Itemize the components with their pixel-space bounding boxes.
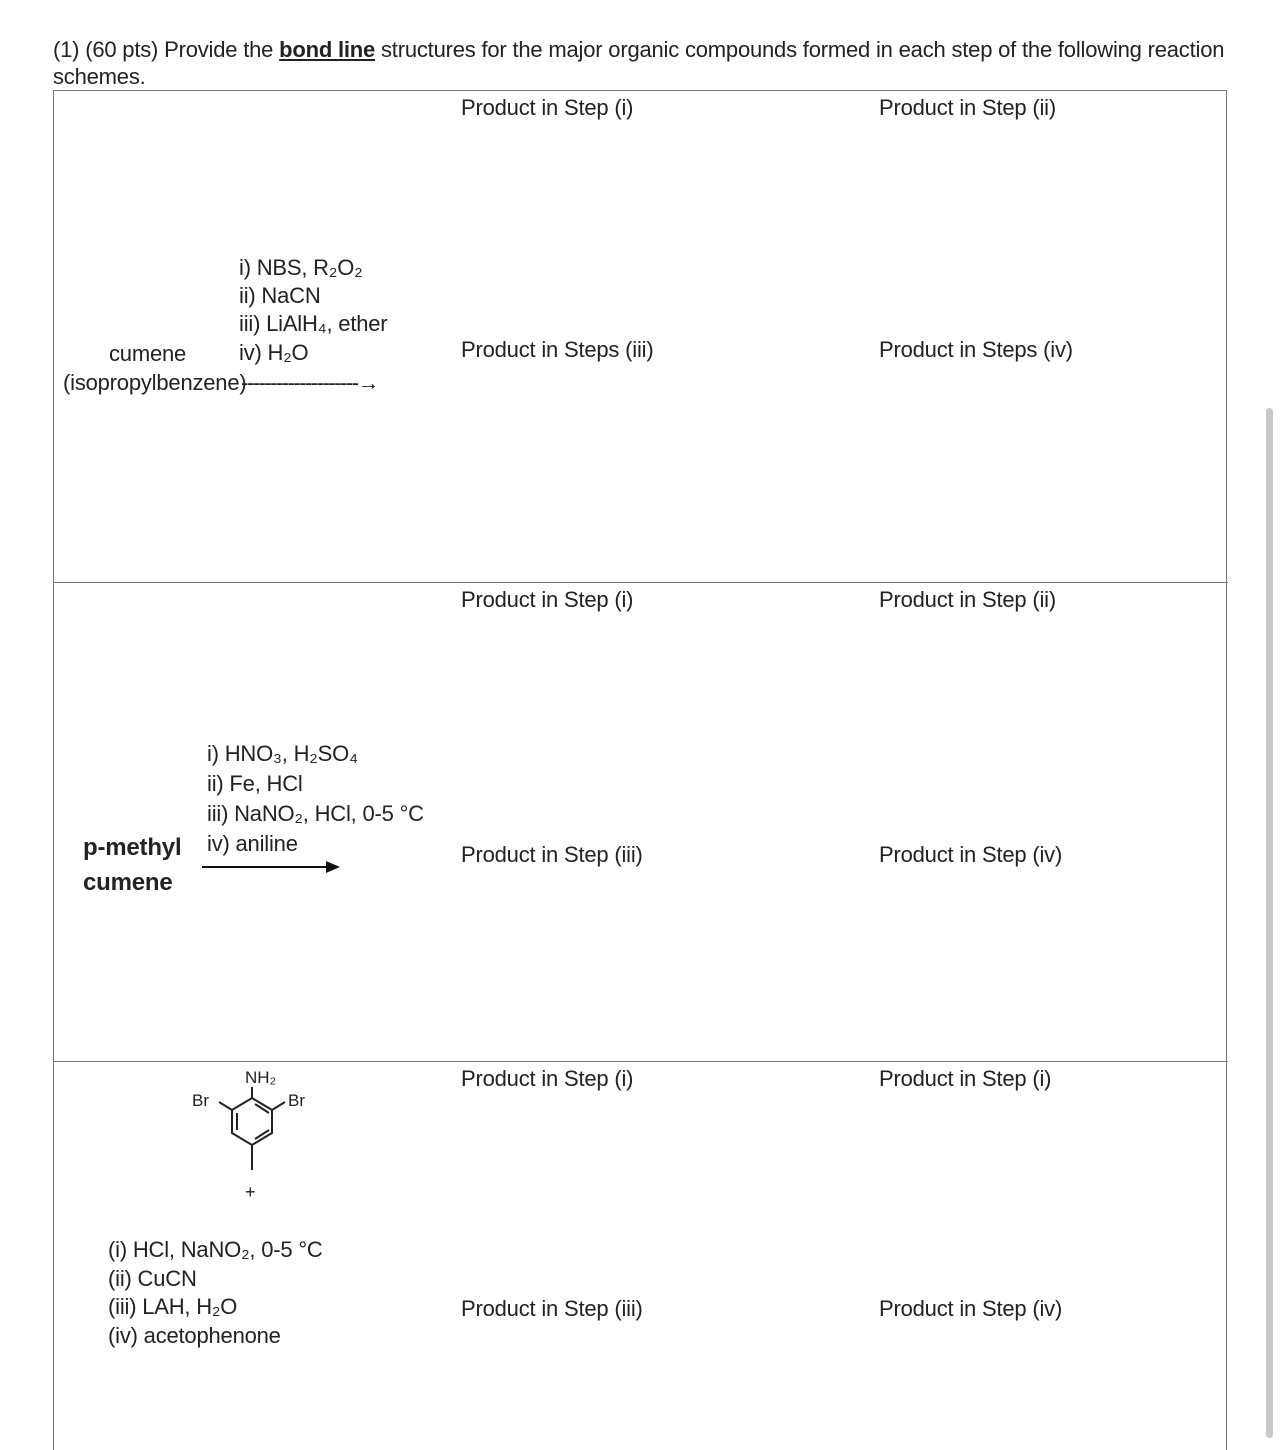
plus-sign: + — [245, 1182, 256, 1202]
scheme1-reagent-4: iv) H₂O — [239, 340, 309, 365]
scheme1-label-step-ii: Product in Step (ii) — [879, 95, 1056, 120]
scheme3-reagent-3: (iii) LAH, H₂O — [108, 1294, 238, 1319]
scheme2-label-step-iii: Product in Step (iii) — [461, 842, 643, 867]
scheme3-reagent-2: (ii) CuCN — [108, 1266, 197, 1291]
scheme3-label-step-iv: Product in Step (iv) — [879, 1296, 1063, 1321]
scheme2-reaction-arrow — [200, 858, 345, 878]
scheme1-dashed-arrow: --------------------→ — [241, 370, 379, 395]
question-prefix: (1) (60 pts) Provide the — [53, 37, 280, 62]
row-divider-1 — [53, 582, 1228, 583]
scheme1-label-step-iii: Product in Steps (iii) — [461, 337, 654, 362]
scheme1-start-name: cumene — [109, 341, 187, 366]
vertical-scrollbar[interactable] — [1266, 408, 1273, 1438]
scheme2-reagent-1: i) HNO₃, H₂SO₄ — [207, 741, 358, 766]
nh2-label: NH₂ — [245, 1068, 277, 1087]
scheme2-start-line1: p-methyl — [83, 834, 182, 861]
br-left-label: Br — [192, 1091, 209, 1110]
scheme2-label-step-ii: Product in Step (ii) — [879, 587, 1056, 612]
question-text — [53, 36, 1233, 90]
scheme1-reagent-1: i) NBS, R₂O₂ — [239, 255, 363, 280]
scheme2-reagent-4: iv) aniline — [207, 831, 298, 856]
scheme1-reagent-3: iii) LiAlH₄, ether — [239, 311, 388, 336]
scheme1-label-step-i: Product in Step (i) — [461, 95, 634, 120]
benzene-ring — [219, 1087, 285, 1170]
dibromoaniline-structure — [185, 1062, 325, 1182]
br-right-label: Br — [288, 1091, 305, 1110]
scheme2-label-step-iv: Product in Step (iv) — [879, 842, 1063, 867]
scheme3-reagent-4: (iv) acetophenone — [108, 1323, 281, 1348]
scheme2-start-line2: cumene — [83, 869, 173, 896]
scheme1-reagent-2: ii) NaCN — [239, 283, 321, 308]
scheme3-label-step-i: Product in Step (i) — [461, 1066, 634, 1091]
scheme1-start-alt: (isopropylbenzene) — [63, 370, 247, 395]
scheme2-reagent-2: ii) Fe, HCl — [207, 771, 303, 796]
question-suffix: structures for the major organic compounds formed in each step of the following reaction schemes. — [53, 37, 1225, 89]
scheme3-label-step-i-right: Product in Step (i) — [879, 1066, 1052, 1091]
question-emphasis: bond line — [279, 37, 376, 62]
scheme3-label-step-iii: Product in Step (iii) — [461, 1296, 643, 1321]
scheme3-reagent-1: (i) HCl, NaNO₂, 0-5 °C — [108, 1237, 323, 1262]
scheme2-label-step-i: Product in Step (i) — [461, 587, 634, 612]
scheme2-reagent-3: iii) NaNO₂, HCl, 0-5 °C — [207, 801, 424, 826]
scheme1-label-step-iv: Product in Steps (iv) — [879, 337, 1073, 362]
